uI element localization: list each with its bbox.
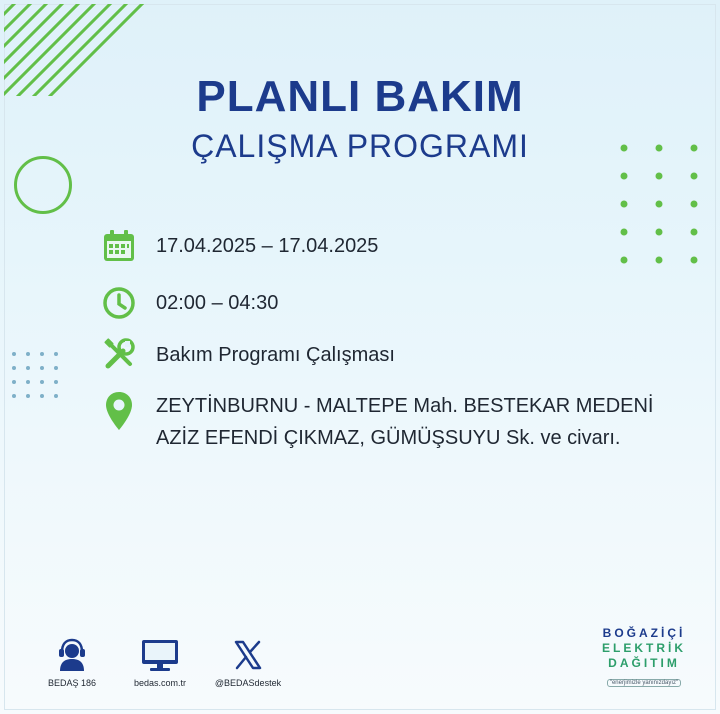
calendar-icon xyxy=(100,227,138,265)
time-row xyxy=(100,284,278,322)
footer-contacts xyxy=(28,638,292,688)
address-line-1: ZEYTİNBURNU - MALTEPE Mah. BESTEKAR MEDENİ xyxy=(156,395,654,417)
footer-social[interactable] xyxy=(204,638,292,688)
headset-icon xyxy=(54,638,90,672)
page-subtitle: ÇALIŞMA PROGRAMI xyxy=(191,128,529,164)
address-text xyxy=(156,390,654,454)
work-type: Bakım Programı Çalışması xyxy=(156,343,395,366)
address-row xyxy=(100,390,654,454)
brand-logo xyxy=(594,626,694,689)
monitor-icon xyxy=(140,638,180,672)
page-title: PLANLI BAKIM xyxy=(196,72,524,121)
brand-word-1: BOĞAZİÇİ xyxy=(602,626,686,640)
address-line-2: AZİZ EFENDİ ÇIKMAZ, GÜMÜŞSUYU Sk. ve civarı. xyxy=(156,427,621,449)
footer-social-label: @BEDASdestek xyxy=(214,678,282,688)
brand-word-2: ELEKTRİK xyxy=(602,641,686,655)
tools-icon xyxy=(100,336,138,374)
date-range: 17.04.2025 – 17.04.2025 xyxy=(156,234,379,257)
footer-phone[interactable] xyxy=(28,638,116,688)
x-logo-icon xyxy=(231,638,265,672)
clock-icon xyxy=(100,284,138,322)
brand-word-3: DAĞITIM xyxy=(608,656,680,670)
date-row xyxy=(100,227,378,265)
decorative-dots-left xyxy=(10,350,66,406)
footer-phone-label: BEDAŞ 186 xyxy=(47,678,97,688)
time-range: 02:00 – 04:30 xyxy=(156,291,279,314)
location-pin-icon xyxy=(100,390,138,432)
brand-slogan: "enerjimizle yanınızdayız" xyxy=(607,679,681,687)
footer-web-label: bedas.com.tr xyxy=(133,678,187,688)
work-type-row xyxy=(100,336,395,374)
footer-web[interactable] xyxy=(116,638,204,688)
